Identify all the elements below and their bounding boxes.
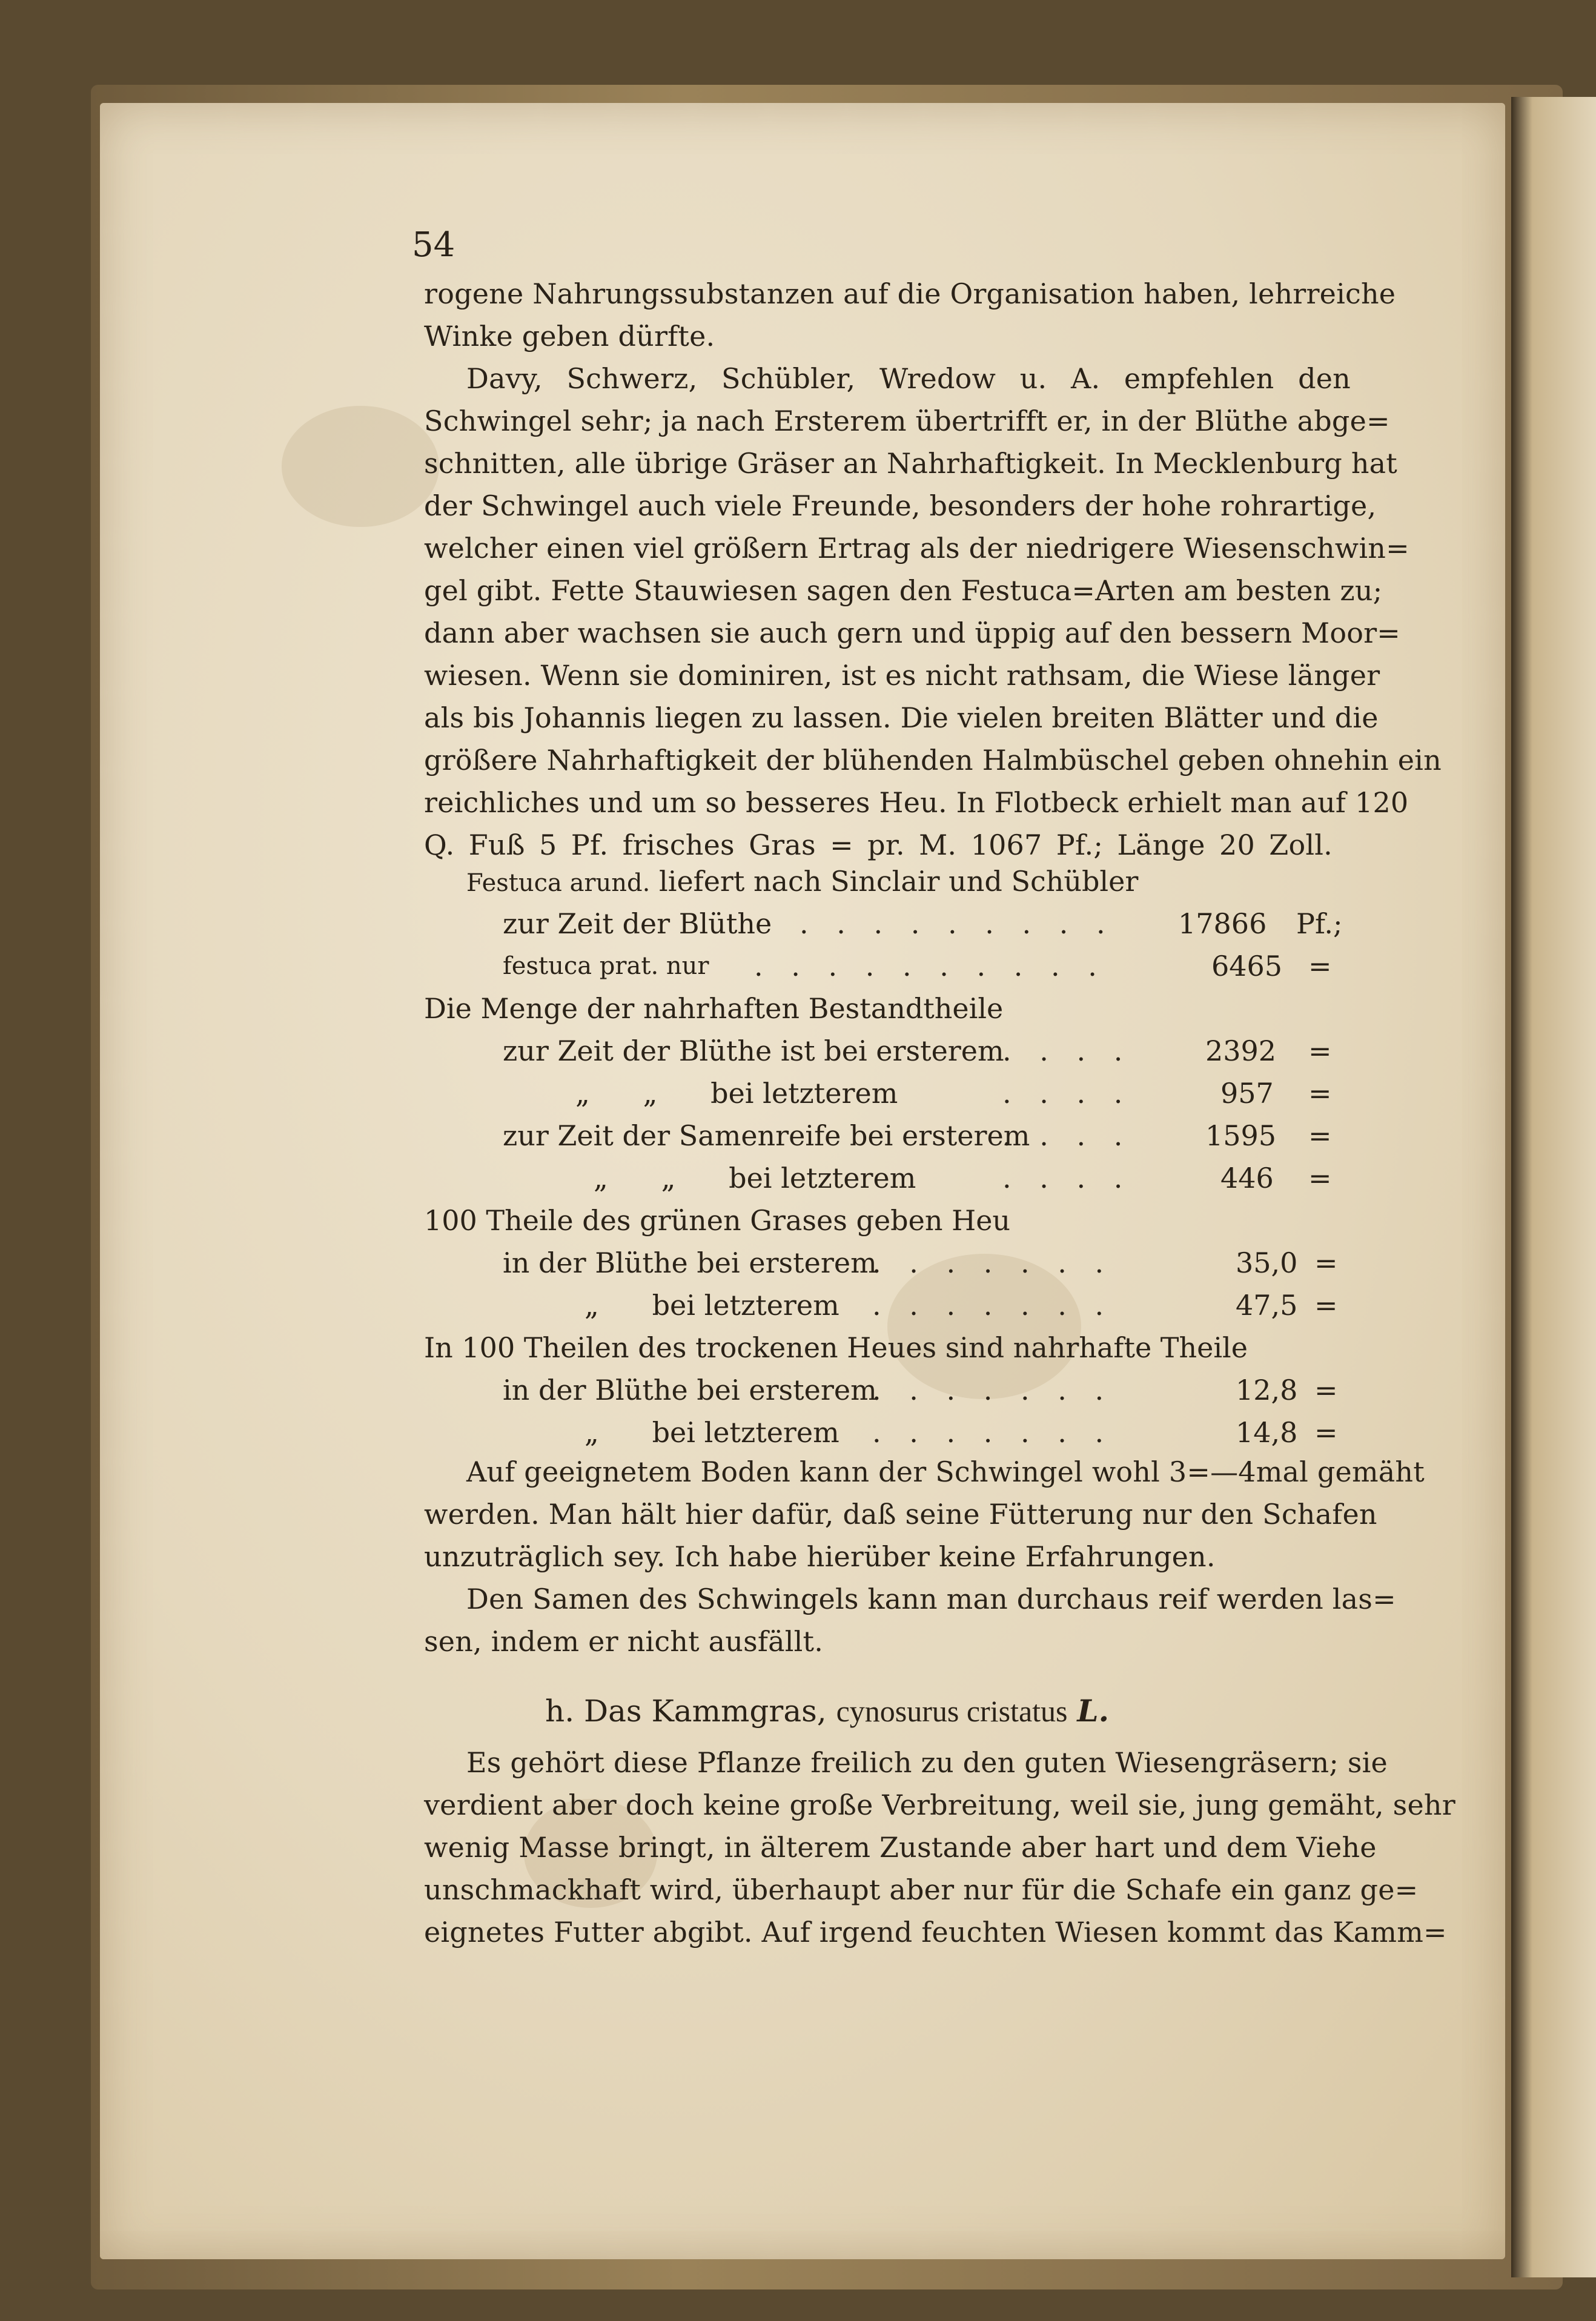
- text-line: welcher einen viel größern Ertrag als der niedrigere Wiesenschwin=: [424, 532, 1409, 565]
- table-row-label: „ bei letzterem: [584, 1416, 839, 1449]
- table-row-unit: =: [1308, 1119, 1332, 1152]
- table-row-dots: . . . . . . .: [872, 1247, 1114, 1279]
- text-line: Winke geben dürfte.: [424, 320, 715, 353]
- section-heading: [545, 1693, 1109, 1729]
- table-subheading: 100 Theile des grünen Grases geben Heu: [424, 1204, 1011, 1237]
- text-line: eignetes Futter abgibt. Auf irgend feuchten Wiesen kommt das Kamm=: [424, 1916, 1447, 1949]
- page-number: 54: [412, 225, 455, 265]
- text-line: sen, indem er nicht ausfällt.: [424, 1625, 824, 1658]
- text-line: unschmackhaft wird, überhaupt aber nur für die Schafe ein ganz ge=: [424, 1873, 1419, 1906]
- text-line: wenig Masse bringt, in älterem Zustande aber hart und dem Viehe: [424, 1831, 1377, 1864]
- heading-title: h. Das Kammgras,: [545, 1694, 827, 1729]
- table-row-label: in der Blüthe bei ersterem: [503, 1247, 877, 1279]
- table-row-label: „ „ bei letzterem: [575, 1077, 898, 1110]
- table-row-unit: =: [1308, 1162, 1332, 1194]
- table-row-value: 446: [1220, 1162, 1274, 1194]
- table-row-label: in der Blüthe bei ersterem: [503, 1374, 877, 1406]
- text-line: werden. Man hält hier dafür, daß seine Fütterung nur den Schafen: [424, 1498, 1377, 1531]
- text-line: Davy, Schwerz, Schübler, Wredow u. A. empfehlen den: [466, 362, 1351, 395]
- text-line: größere Nahrhaftigkeit der blühenden Halmbüschel geben ohnehin ein: [424, 744, 1442, 776]
- text-line: verdient aber doch keine große Verbreitung, weil sie, jung gemäht, sehr: [424, 1789, 1455, 1821]
- table-row-value: 2392: [1205, 1035, 1277, 1067]
- table-subheading: Die Menge der nahrhaften Bestandtheile: [424, 992, 1004, 1025]
- table-row-value: 14,8: [1236, 1416, 1298, 1449]
- table-row-dots: . . . .: [1002, 1162, 1133, 1194]
- text-line: gel gibt. Fette Stauwiesen sagen den Festuca=Arten am besten zu;: [424, 574, 1383, 607]
- table-row-value: 17866: [1178, 907, 1267, 940]
- table-row-label: zur Zeit der Samenreife bei ersterem: [503, 1119, 1030, 1152]
- text-line: Es gehört diese Pflanze freilich zu den guten Wiesengräsern; sie: [466, 1746, 1388, 1779]
- table-row-unit: Pf.;: [1296, 907, 1343, 940]
- table-row-value: 1595: [1205, 1119, 1277, 1152]
- table-intro: [466, 863, 1138, 901]
- table-intro-text: liefert nach Sinclair und Schübler: [659, 865, 1139, 898]
- table-row-dots: . . . . . . .: [872, 1416, 1114, 1449]
- table-row-unit: =: [1314, 1416, 1338, 1449]
- text-line: rogene Nahrungssubstanzen auf die Organisation haben, lehrreiche: [424, 277, 1396, 310]
- text-line: schnitten, alle übrige Gräser an Nahrhaftigkeit. In Mecklenburg hat: [424, 447, 1397, 480]
- foxing-stain: [282, 406, 439, 527]
- table-row-dots: . . . . . . .: [872, 1374, 1114, 1406]
- text-line: Den Samen des Schwingels kann man durchaus reif werden las=: [466, 1583, 1396, 1615]
- table-row-unit: =: [1308, 1035, 1332, 1067]
- table-row-dots: . . . . . . . . .: [800, 907, 1115, 940]
- table-row-label: zur Zeit der Blüthe ist bei ersterem: [503, 1035, 1004, 1067]
- text-line: Auf geeignetem Boden kann der Schwingel wohl 3=—4mal gemäht: [466, 1455, 1425, 1488]
- table-row-dots: . . . .: [1002, 1077, 1133, 1110]
- text-line: als bis Johannis liegen zu lassen. Die vielen breiten Blätter und die: [424, 701, 1379, 734]
- facing-page-edge: [1511, 97, 1596, 2277]
- table-row-value: 12,8: [1236, 1374, 1298, 1406]
- table-row-value: 47,5: [1236, 1289, 1298, 1322]
- heading-author: L.: [1077, 1693, 1109, 1729]
- text-line: reichliches und um so besseres Heu. In Flotbeck erhielt man auf 120: [424, 786, 1409, 819]
- table-row-label: „ bei letzterem: [584, 1289, 839, 1322]
- text-line: dann aber wachsen sie auch gern und üppig auf den bessern Moor=: [424, 617, 1401, 649]
- table-row-dots: . . . . . . . . . .: [754, 950, 1107, 982]
- text-line: unzuträglich sey. Ich habe hierüber keine Erfahrungen.: [424, 1540, 1216, 1573]
- text-line: wiesen. Wenn sie dominiren, ist es nicht rathsam, die Wiese länger: [424, 659, 1380, 692]
- latin-name: Festuca arund.: [466, 869, 651, 897]
- table-subheading: In 100 Theilen des trockenen Heues sind nahrhafte Theile: [424, 1331, 1248, 1364]
- table-row-dots: . . . .: [1002, 1119, 1133, 1152]
- table-row-value: 6465: [1211, 950, 1283, 982]
- table-row-unit: =: [1314, 1374, 1338, 1406]
- table-row-unit: =: [1314, 1289, 1338, 1322]
- table-row-dots: . . . . . . .: [872, 1289, 1114, 1322]
- nutrition-table: [424, 863, 1369, 1469]
- text-line: Schwingel sehr; ja nach Ersterem übertrifft er, in der Blüthe abge=: [424, 405, 1390, 437]
- heading-latin-name: cynosurus cristatus: [836, 1694, 1068, 1728]
- text-line: Q. Fuß 5 Pf. frisches Gras = pr. M. 1067 Pf.; Länge 20 Zoll.: [424, 829, 1333, 861]
- table-row-label: festuca prat. nur: [503, 952, 709, 980]
- text-line: der Schwingel auch viele Freunde, besonders der hohe rohrartige,: [424, 489, 1377, 522]
- table-row-unit: =: [1308, 1077, 1332, 1110]
- table-row-unit: =: [1314, 1247, 1338, 1279]
- table-row-value: 957: [1220, 1077, 1274, 1110]
- table-row-unit: =: [1308, 950, 1332, 982]
- table-row-dots: . . . .: [1002, 1035, 1133, 1067]
- table-row-label: zur Zeit der Blüthe: [503, 907, 772, 940]
- table-row-value: 35,0: [1236, 1247, 1298, 1279]
- table-row-label: „ „ bei letzterem: [594, 1162, 916, 1194]
